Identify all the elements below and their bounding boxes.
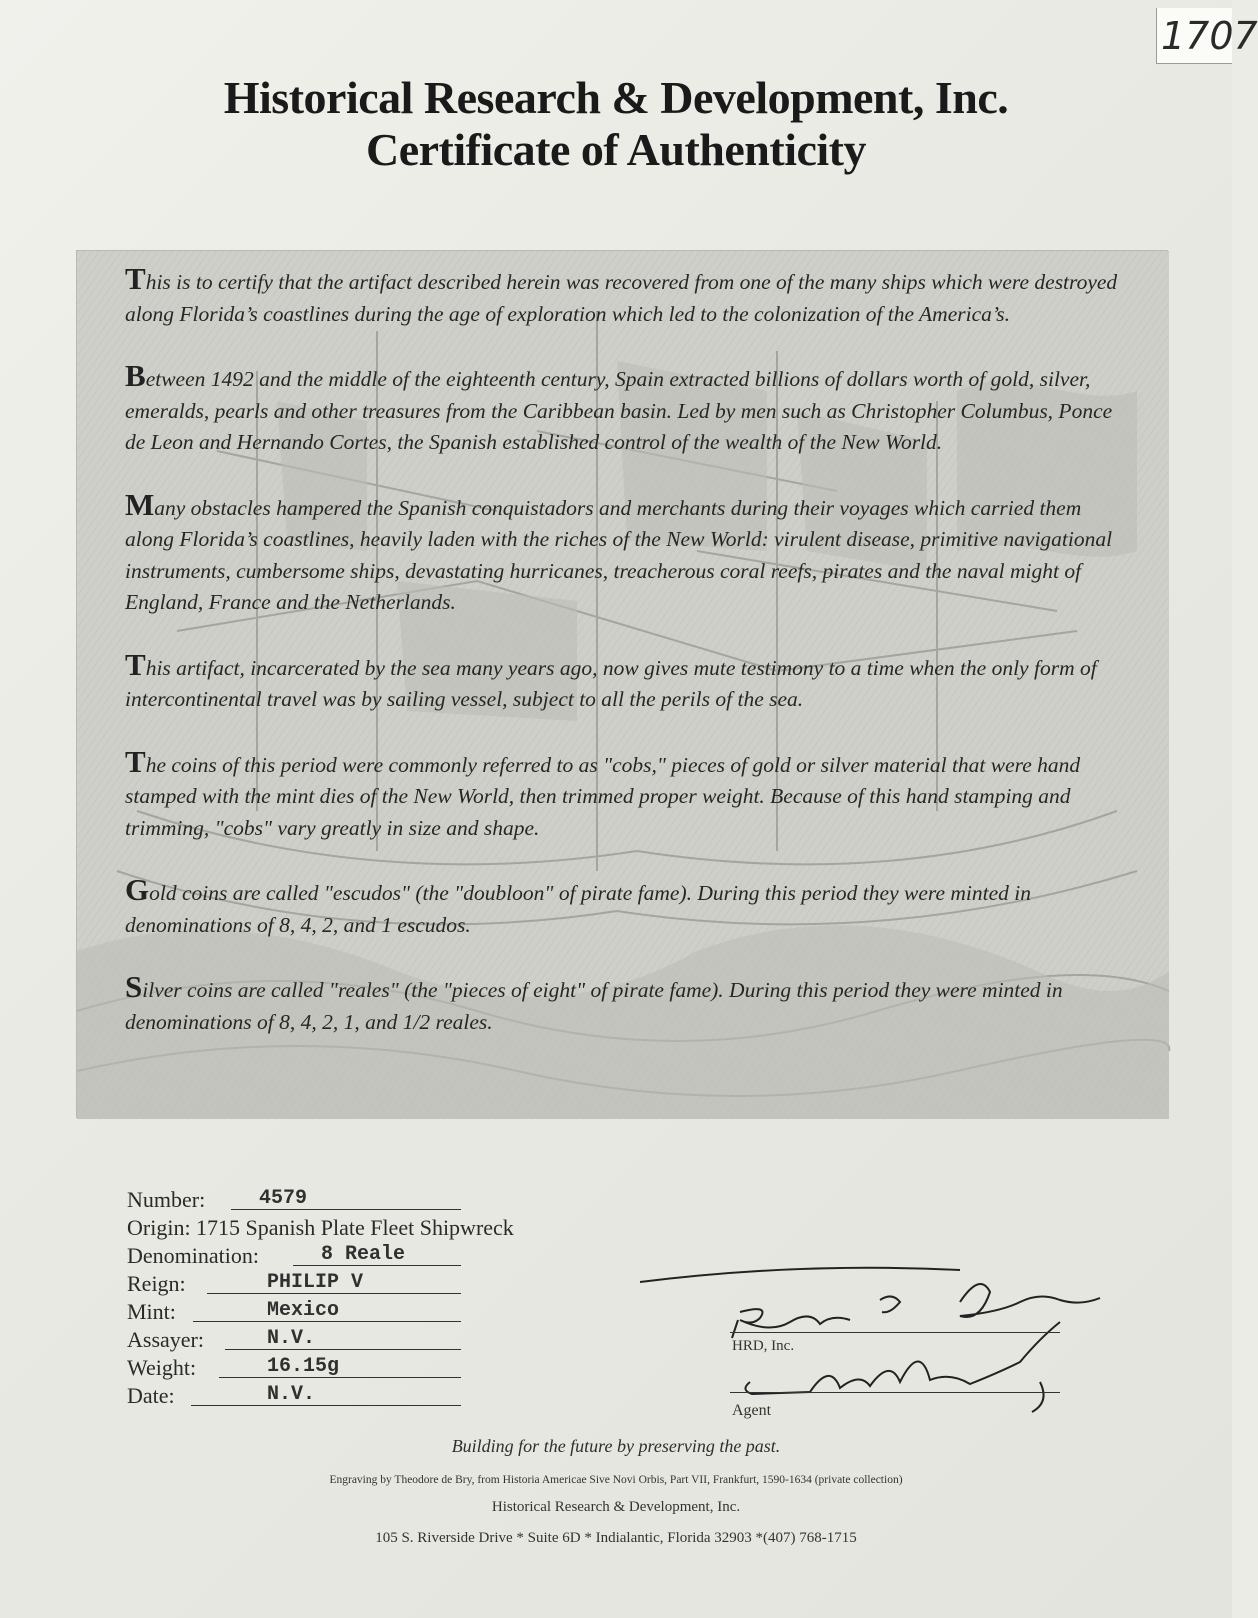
paragraph-gold-coins: Gold coins are called "escudos" (the "doubloon" of pirate fame). During this period they were minted in denominations of 8, 4, 2, and 1 escudos. <box>125 872 1031 937</box>
paragraph-obstacles: Many obstacles hampered the Spanish conquistadors and merchants during their voyages which carried them along Florida’s coastlines, heavily laden with the riches of the New World: virulent disease, primitive navigational instruments, cumbersome ships, devastating hurricanes, treacherous coral reefs, pirates and the naval might of England, France and the Netherlands. <box>125 486 1113 614</box>
reign-value: PHILIP V <box>207 1270 461 1294</box>
reign-row <box>127 1270 687 1298</box>
certificate-header <box>0 72 1232 176</box>
date-value: N.V. <box>191 1382 461 1406</box>
origin-row <box>127 1214 687 1242</box>
company-title: Historical Research & Development, Inc. <box>223 72 1009 123</box>
hrd-signature-label: HRD, Inc. <box>732 1338 795 1354</box>
engraving-panel <box>76 250 1168 1118</box>
mint-label: Mint: <box>127 1299 176 1324</box>
number-row <box>127 1186 687 1214</box>
paragraph-certification: This is to certify that the artifact described herein was recovered from one of the many ships which were destroyed along Florida’s coastlines during the age of exploration which led to the colonization of the America’s. <box>125 261 1118 326</box>
weight-label: Weight: <box>127 1355 197 1380</box>
denomination-label: Denomination: <box>127 1243 259 1268</box>
certificate-body <box>125 263 1135 1038</box>
tagline: Building for the future by preserving the past. <box>451 1436 781 1456</box>
signature-block <box>660 1262 1140 1432</box>
hrd-signature-line <box>730 1332 1060 1333</box>
mint-row <box>127 1298 687 1326</box>
paragraph-cobs: The coins of this period were commonly referred to as "cobs," pieces of gold or silver material that were hand stamped with the mint dies of the New World, then trimmed proper weight. Because of this hand stamping and trimming, "cobs" vary greatly in size and shape. <box>125 743 1081 840</box>
certificate-title: Certificate of Authenticity <box>365 124 866 175</box>
reign-label: Reign: <box>127 1271 186 1296</box>
paragraph-history: Between 1492 and the middle of the eighteenth century, Spain extracted billions of dollars worth of gold, silver, emeralds, pearls and other treasures from the Caribbean basin. Led by men such as Christopher Columbus, Ponce de Leon and Hernando Cortes, the Spanish established control of the wealth of the New World. <box>125 358 1113 454</box>
company-name: Historical Research & Development, Inc. <box>491 1499 741 1515</box>
mint-value: Mexico <box>193 1298 461 1322</box>
origin-text: Origin: 1715 Spanish Plate Fleet Shipwreck <box>127 1215 514 1240</box>
handwritten-note: 1707 <box>1156 8 1232 64</box>
denomination-value: 8 Reale <box>293 1242 461 1266</box>
denomination-row <box>127 1242 687 1270</box>
assayer-row <box>127 1326 687 1354</box>
assayer-value: N.V. <box>225 1326 461 1350</box>
paragraph-artifact: This artifact, incarcerated by the sea many years ago, now gives mute testimony to a time when the only form of intercontinental travel was by sailing vessel, subject to all the perils of the sea. <box>125 646 1097 711</box>
date-label: Date: <box>127 1383 175 1408</box>
paragraph-silver-coins: Silver coins are called "reales" (the "pieces of eight" of pirate fame). During this period they were minted in denominations of 8, 4, 2, 1, and 1/2 reales. <box>125 969 1063 1034</box>
artifact-details <box>127 1186 687 1410</box>
date-row <box>127 1382 687 1410</box>
company-address: 105 S. Riverside Drive * Suite 6D * Indialantic, Florida 32903 *(407) 768-1715 <box>375 1530 857 1546</box>
assayer-label: Assayer: <box>127 1327 204 1352</box>
weight-value: 16.15g <box>219 1354 461 1378</box>
weight-row <box>127 1354 687 1382</box>
number-value: 4579 <box>231 1186 461 1210</box>
number-label: Number: <box>127 1187 206 1212</box>
agent-signature-label: Agent <box>732 1402 772 1419</box>
agent-signature-line <box>730 1392 1060 1393</box>
engraving-credit: Engraving by Theodore de Bry, from Historia Americae Sive Novi Orbis, Part VII, Frankfurt, 1590-1634 (private collection) <box>329 1474 903 1486</box>
